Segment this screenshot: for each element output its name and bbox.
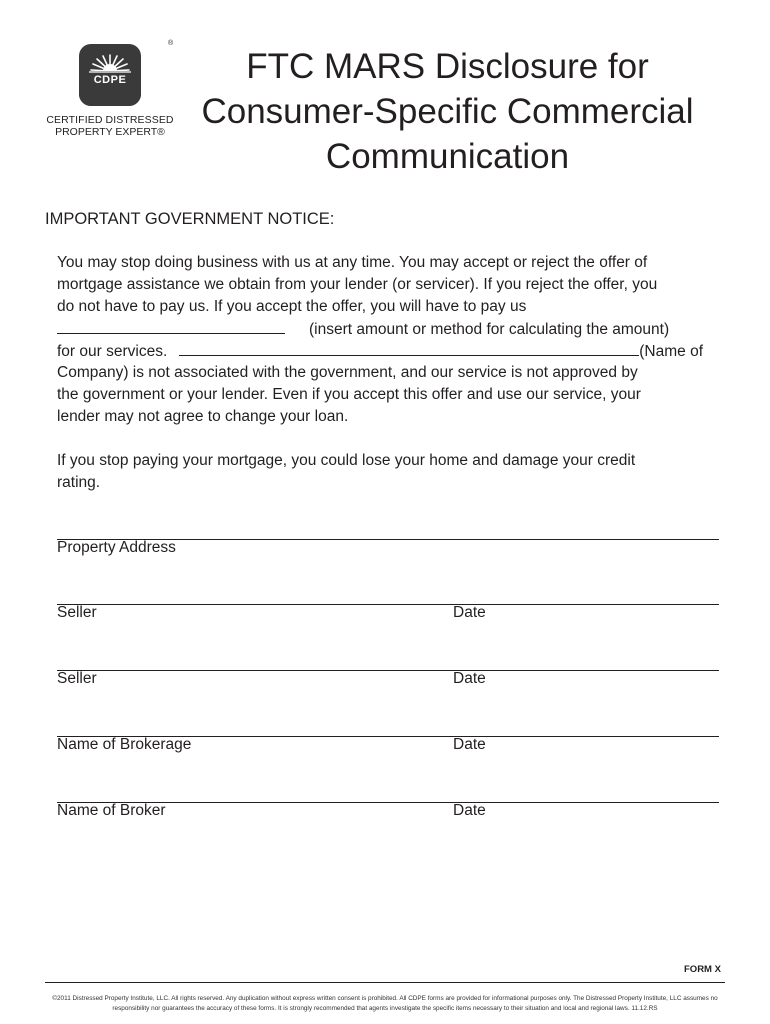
- footer-line-1: ©2011 Distressed Property Institute, LLC. All rights reserved. Any duplication without express written consent is prohibited. All CDPE forms are provided for informational purposes only. The Distressed Property Institute, LLC assumes no: [52, 995, 718, 1002]
- registered-mark: ®: [168, 40, 174, 47]
- notice-heading: IMPORTANT GOVERNMENT NOTICE:: [45, 210, 335, 228]
- paragraph-line: [57, 318, 725, 340]
- title-line-1: FTC MARS Disclosure for: [246, 47, 649, 86]
- seller1-signature-line[interactable]: [57, 604, 719, 605]
- cdpe-logo: [40, 40, 180, 138]
- logo-tagline-line2: PROPERTY EXPERT®: [55, 126, 165, 138]
- form-id: FORM X: [684, 964, 721, 975]
- company-name-blank-field[interactable]: [179, 340, 639, 356]
- paragraph-line-text: rating.: [57, 474, 101, 491]
- footer-divider: [45, 982, 725, 983]
- paragraph-line-text: lender may not agree to change your loan.: [57, 408, 349, 425]
- paragraph-line: [57, 406, 725, 428]
- disclosure-paragraph: [57, 252, 725, 428]
- company-name-instruction-text: (Name of: [639, 343, 704, 360]
- document-title: [175, 44, 720, 179]
- paragraph-line: [57, 296, 725, 318]
- paragraph-line: [57, 340, 725, 362]
- seller2-date-label: Date: [453, 670, 486, 687]
- seller1-label: Seller: [57, 604, 97, 621]
- paragraph-line-text: You may stop doing business with us at any time. You may accept or reject the offer of: [57, 254, 648, 271]
- seller1-date-label: Date: [453, 604, 486, 621]
- logo-tagline-line1: CERTIFIED DISTRESSED: [46, 114, 174, 126]
- paragraph-line: [57, 472, 725, 494]
- brokerage-label: Name of Brokerage: [57, 736, 192, 753]
- warning-paragraph: [57, 450, 725, 494]
- cdpe-badge: [79, 44, 141, 106]
- broker-label: Name of Broker: [57, 802, 166, 819]
- paragraph-line: [57, 362, 725, 384]
- paragraph-line: [57, 252, 725, 274]
- paragraph-line: [57, 274, 725, 296]
- amount-instruction-text: (insert amount or method for calculating the amount): [309, 321, 670, 338]
- paragraph-line-text: Company) is not associated with the government, and our service is not approved by: [57, 364, 638, 381]
- paragraph-line-text: mortgage assistance we obtain from your lender (or servicer). If you reject the offer, you: [57, 276, 658, 293]
- seller2-label: Seller: [57, 670, 97, 687]
- title-line-2: Consumer-Specific Commercial: [201, 92, 694, 131]
- broker-date-label: Date: [453, 802, 486, 819]
- seller2-signature-line[interactable]: [57, 670, 719, 671]
- footer-line-2: responsibility nor guarantees the accuracy of these forms. It is strongly recommended that agents investigate the specific items necessary to their situation and local and regional laws. 11.12.RS: [112, 1005, 658, 1012]
- paragraph-line-text: do not have to pay us. If you accept the offer, you will have to pay us: [57, 298, 527, 315]
- property-address-label: Property Address: [57, 539, 176, 556]
- copyright-footer: [45, 994, 725, 1014]
- paragraph-line: [57, 450, 725, 472]
- badge-text: CDPE: [93, 74, 127, 86]
- paragraph-line: [57, 384, 725, 406]
- paragraph-line-text: the government or your lender. Even if you accept this offer and use our service, your: [57, 386, 641, 403]
- brokerage-date-label: Date: [453, 736, 486, 753]
- paragraph-line-text: If you stop paying your mortgage, you could lose your home and damage your credit: [57, 452, 636, 469]
- services-text: for our services.: [57, 343, 168, 360]
- title-line-3: Communication: [325, 137, 570, 176]
- amount-blank-field[interactable]: [57, 318, 285, 334]
